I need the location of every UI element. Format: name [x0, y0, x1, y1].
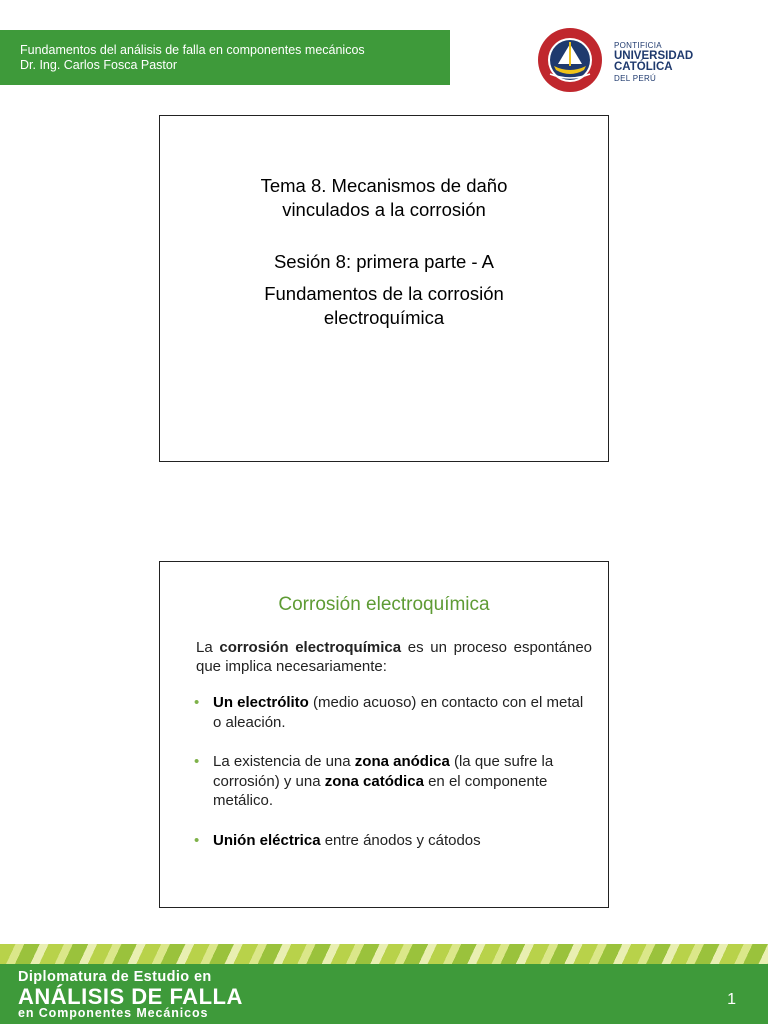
footer-program-line-1: Diplomatura de Estudio en [18, 969, 212, 985]
slide-1-subtitle [160, 282, 608, 330]
slide-2-heading: Corrosión electroquímica [278, 594, 490, 615]
university-seal-icon [536, 26, 606, 94]
header-band [0, 30, 450, 85]
slide-2 [159, 561, 609, 908]
slide-1-subtitle-line-1: Fundamentos de la corrosión [264, 283, 504, 304]
slide-1-title [160, 174, 608, 222]
slide-1-title-line-2: vinculados a la corrosión [282, 199, 486, 220]
bullet-item-electrical-union [194, 831, 590, 851]
intro-text-rest: es un proceso espontáneo que implica necesariamente: [196, 639, 593, 675]
bullet-3-bold: Unión eléctrica [213, 831, 321, 849]
university-logo [536, 26, 716, 94]
university-name [614, 40, 693, 84]
logo-line-3: CATÓLICA [614, 61, 673, 73]
bullet-2-text-mid: (la que sufre la corrosión) y una [213, 753, 554, 790]
footer-program-line-2: ANÁLISIS DE FALLA [18, 984, 243, 1009]
logo-line-2: UNIVERSIDAD [614, 50, 694, 62]
bullet-2-text-end: en el componente metálico. [213, 772, 548, 809]
logo-line-4: DEL PERÚ [614, 74, 657, 83]
intro-bold-term: corrosión electroquímica [219, 639, 402, 656]
slide-1-title-line-1: Tema 8. Mecanismos de daño [260, 175, 508, 196]
logo-line-1: PONTIFICIA [614, 41, 662, 50]
page-number: 1 [727, 991, 736, 1008]
footer-decorative-stripe [0, 944, 768, 964]
slide-1-session: Sesión 8: primera parte - A [273, 251, 495, 272]
footer-band [0, 964, 768, 1024]
slide-1 [159, 115, 609, 462]
bullet-dot-icon: • [194, 831, 200, 849]
bullet-dot-icon: • [194, 694, 200, 711]
bullet-1-text: (medio acuoso) en contacto con el metal o aleación. [213, 694, 584, 731]
bullet-item-zones [194, 752, 590, 811]
intro-text: La [196, 639, 220, 656]
bullet-2-bold-cathodic: zona catódica [324, 772, 424, 790]
bullet-list [194, 693, 590, 870]
footer-program-line-3: en Componentes Mecánicos [18, 1006, 209, 1020]
slide-1-subtitle-line-2: electroquímica [323, 307, 445, 328]
bullet-dot-icon: • [194, 753, 200, 770]
slide-2-intro [196, 638, 592, 676]
bullet-2-text: La existencia de una [213, 753, 355, 770]
instructor-name: Dr. Ing. Carlos Fosca Pastor [20, 58, 178, 72]
bullet-1-bold: Un electrólito [213, 694, 309, 711]
bullet-2-bold-anodic: zona anódica [354, 753, 450, 770]
bullet-3-text: entre ánodos y cátodos [320, 831, 481, 849]
course-title: Fundamentos del análisis de falla en componentes mecánicos [20, 43, 365, 57]
bullet-item-electrolyte [194, 693, 590, 732]
